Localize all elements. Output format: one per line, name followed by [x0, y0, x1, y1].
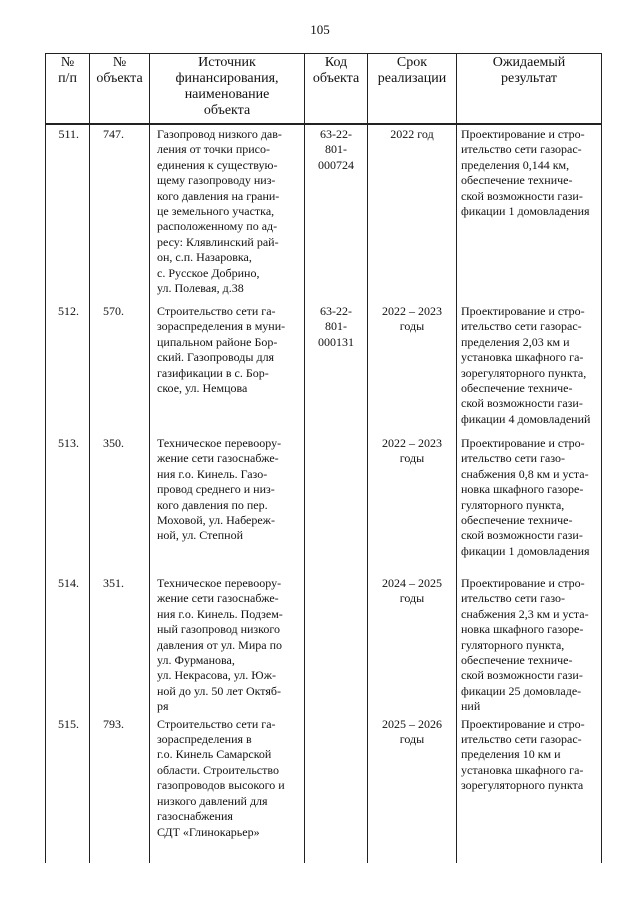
- cell-term-line: годы: [399, 591, 425, 606]
- cell-source-line: ский. Газопроводы для: [157, 350, 275, 365]
- cell-source-line: ния г.о. Кинель. Подзем-: [157, 606, 283, 621]
- cell-result-line: обеспечение техниче-: [461, 381, 573, 396]
- cell-result-line: обеспечение техниче-: [461, 173, 573, 188]
- cell-source-line: Техническое перевоору-: [157, 576, 282, 590]
- cell-source-line: Газопровод низкого дав-: [157, 127, 282, 141]
- cell-source-line: ния г.о. Кинель. Газо-: [157, 466, 268, 481]
- cell-result-line: пределения 2,03 км и: [461, 334, 570, 349]
- cell-source-line: ный газопровод низкого: [157, 622, 281, 637]
- cell-source-line: ул. Полевая, д.38: [157, 281, 244, 296]
- cell-term-line: годы: [399, 732, 425, 747]
- cell-object-number: 351.: [90, 574, 150, 715]
- cell-term-line: 2024 – 2025: [382, 576, 442, 590]
- cell-result-line: Проектирование и стро-: [461, 716, 585, 731]
- cell-source-line: расположенному по ад-: [157, 219, 278, 234]
- cell-code-line: 63-22-: [320, 304, 352, 318]
- table-body: [46, 124, 602, 863]
- cell-source-line: газопроводов высокого и: [157, 778, 285, 793]
- cell-result: [457, 302, 602, 434]
- table-row: [46, 434, 602, 574]
- cell-source: [150, 574, 305, 715]
- cell-term-line: 2022 – 2023: [382, 436, 442, 450]
- cell-source: [150, 715, 305, 863]
- cell-term-line: годы: [399, 451, 425, 466]
- cell-term-line: 2022 год: [390, 127, 434, 141]
- cell-source-line: провод среднего и низ-: [157, 482, 275, 497]
- cell-source: [150, 434, 305, 574]
- cell-source-line: Техническое перевоору-: [157, 436, 282, 450]
- cell-result-line: фикации 1 домовладения: [461, 543, 590, 558]
- header-term: Срок реализации: [368, 54, 457, 125]
- cell-code: [305, 434, 368, 574]
- cell-source-line: ул. Фурманова,: [157, 653, 235, 668]
- cell-num: 512.: [46, 302, 90, 434]
- cell-code-line: 63-22-: [320, 127, 352, 141]
- cell-source-line: низкого давлений для: [157, 793, 268, 808]
- cell-result-line: гуляторного пункта,: [461, 497, 565, 512]
- cell-source: [150, 302, 305, 434]
- cell-result-line: пределения 10 км и: [461, 747, 561, 762]
- cell-result-line: фикации 25 домовладе-: [461, 683, 582, 698]
- cell-source-line: кого давления на грани-: [157, 188, 280, 203]
- cell-object-number: 793.: [90, 715, 150, 863]
- cell-term-line: 2022 – 2023: [382, 304, 442, 318]
- cell-code-line: 000724: [318, 157, 354, 172]
- table-row: [46, 302, 602, 434]
- cell-num: 514.: [46, 574, 90, 715]
- cell-source-line: СДТ «Глинокарьер»: [157, 824, 260, 839]
- cell-result: [457, 574, 602, 715]
- cell-term: [368, 434, 457, 574]
- cell-source-line: Строительство сети га-: [157, 304, 276, 318]
- cell-source-line: ления от точки присо-: [157, 142, 270, 157]
- cell-term-line: 2025 – 2026: [382, 716, 442, 731]
- page-number: 105: [310, 22, 330, 37]
- cell-source-line: зораспределения в муни-: [157, 319, 286, 334]
- cell-source-line: ресу: Клявлинский рай-: [157, 234, 279, 249]
- cell-code: [305, 715, 368, 863]
- cell-result-line: зорегуляторного пункта: [461, 778, 584, 793]
- cell-term: [368, 574, 457, 715]
- cell-result: [457, 715, 602, 863]
- cell-result-line: установка шкафного га-: [461, 762, 584, 777]
- cell-result-line: ской возможности гази-: [461, 188, 583, 203]
- cell-source-line: щему газопроводу низ-: [157, 173, 276, 188]
- cell-result-line: ительство сети газорас-: [461, 142, 582, 157]
- header-result: Ожидаемый результат: [457, 54, 602, 125]
- cell-result-line: ской возможности гази-: [461, 396, 583, 411]
- header-code: Код объекта: [305, 54, 368, 125]
- cell-source: [150, 124, 305, 302]
- cell-source-line: Моховой, ул. Набереж-: [157, 513, 275, 528]
- cell-result-line: снабжения 2,3 км и уста-: [461, 606, 589, 621]
- cell-source-line: зораспределения в: [157, 732, 252, 747]
- cell-term: [368, 124, 457, 302]
- cell-result-line: обеспечение техниче-: [461, 653, 573, 668]
- header-object-number: № объекта: [90, 54, 150, 125]
- cell-source-line: жение сети газоснабже-: [157, 451, 279, 466]
- cell-code-line: 801-: [325, 142, 347, 157]
- cell-result-line: Проектирование и стро-: [461, 436, 585, 450]
- cell-term: [368, 715, 457, 863]
- cell-result-line: ний: [461, 699, 481, 714]
- cell-source-line: единения к существую-: [157, 157, 278, 172]
- cell-source-line: г.о. Кинель Самарской: [157, 747, 272, 762]
- table-row: [46, 715, 602, 863]
- cell-term-line: годы: [399, 319, 425, 334]
- cell-code: [305, 124, 368, 302]
- cell-result-line: обеспечение техниче-: [461, 513, 573, 528]
- cell-object-number: 570.: [90, 302, 150, 434]
- header-num: № п/п: [46, 54, 90, 125]
- cell-source-line: ной, ул. Степной: [157, 528, 243, 543]
- cell-result-line: зорегуляторного пункта,: [461, 365, 587, 380]
- cell-source-line: газоснабжения: [157, 809, 233, 824]
- cell-result-line: снабжения 0,8 км и уста-: [461, 466, 589, 481]
- gasification-objects-table: [45, 53, 602, 863]
- cell-source-line: ной до ул. 50 лет Октяб-: [157, 683, 282, 698]
- table-row: [46, 574, 602, 715]
- cell-source-line: он, с.п. Назаровка,: [157, 250, 252, 265]
- cell-source-line: ское, ул. Немцова: [157, 381, 248, 396]
- cell-result-line: новка шкафного газоре-: [461, 622, 584, 637]
- cell-source-line: кого давления по пер.: [157, 497, 268, 512]
- cell-result-line: ительство сети газорас-: [461, 319, 582, 334]
- cell-source-line: це земельного участка,: [157, 204, 275, 219]
- cell-term: [368, 302, 457, 434]
- cell-result-line: фикации 4 домовладений: [461, 411, 591, 426]
- cell-result-line: фикации 1 домовладения: [461, 204, 590, 219]
- cell-result-line: Проектирование и стро-: [461, 576, 585, 590]
- cell-result-line: гуляторного пункта,: [461, 637, 565, 652]
- cell-num: 511.: [46, 124, 90, 302]
- cell-num: 513.: [46, 434, 90, 574]
- cell-result-line: Проектирование и стро-: [461, 127, 585, 141]
- cell-source-line: ря: [157, 699, 169, 714]
- cell-result: [457, 124, 602, 302]
- cell-source-line: Строительство сети га-: [157, 716, 276, 731]
- cell-object-number: 350.: [90, 434, 150, 574]
- cell-result-line: ительство сети газо-: [461, 451, 565, 466]
- cell-source-line: давления от ул. Мира по: [157, 637, 283, 652]
- cell-result-line: Проектирование и стро-: [461, 304, 585, 318]
- cell-source-line: области. Строительство: [157, 762, 279, 777]
- cell-result: [457, 434, 602, 574]
- cell-result-line: ительство сети газорас-: [461, 732, 582, 747]
- cell-source-line: газификации в с. Бор-: [157, 365, 269, 380]
- cell-code: [305, 574, 368, 715]
- cell-result-line: новка шкафного газоре-: [461, 482, 584, 497]
- cell-num: 515.: [46, 715, 90, 863]
- cell-source-line: жение сети газоснабже-: [157, 591, 279, 606]
- cell-source-line: с. Русское Добрино,: [157, 265, 260, 280]
- cell-result-line: пределения 0,144 км,: [461, 157, 570, 172]
- cell-result-line: ской возможности гази-: [461, 528, 583, 543]
- cell-code-line: 000131: [318, 334, 354, 349]
- cell-source-line: ул. Некрасова, ул. Юж-: [157, 668, 276, 683]
- cell-code-line: 801-: [325, 319, 347, 334]
- cell-result-line: ской возможности гази-: [461, 668, 583, 683]
- cell-source-line: ципальном районе Бор-: [157, 334, 278, 349]
- cell-result-line: установка шкафного га-: [461, 350, 584, 365]
- cell-code: [305, 302, 368, 434]
- cell-result-line: ительство сети газо-: [461, 591, 565, 606]
- cell-object-number: 747.: [90, 124, 150, 302]
- header-source: Источник финансирования, наименование объекта: [150, 54, 305, 125]
- table-row: [46, 124, 602, 302]
- table-header-row: [46, 54, 602, 125]
